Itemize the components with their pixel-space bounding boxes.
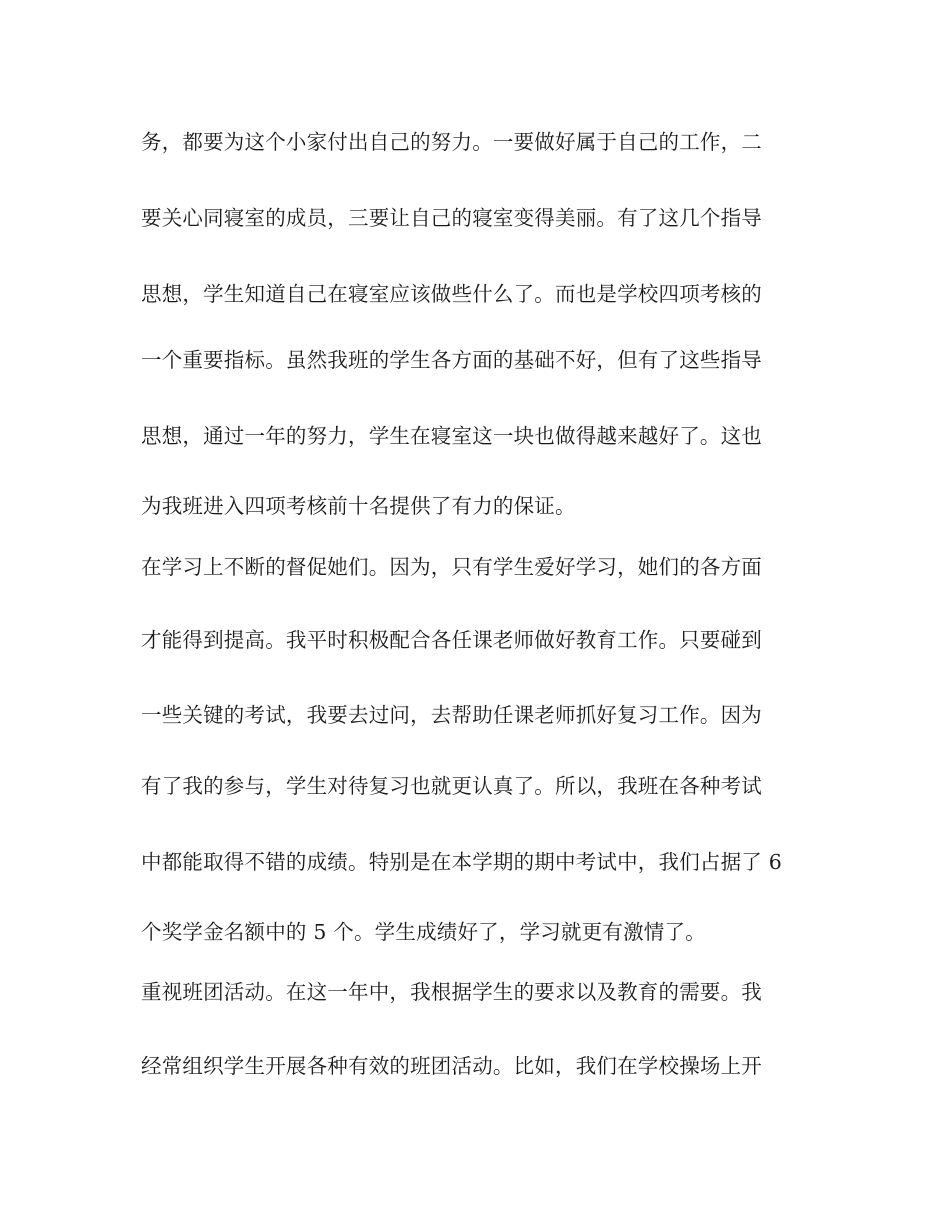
paragraph-1-line-2: 要关心同寝室的成员，三要让自己的寝室变得美丽。有了这几个指导 [141,206,762,230]
paragraph-3-line-2: 经常组织学生开展各种有效的班团活动。比如，我们在学校操场上开 [141,1054,762,1078]
paragraph-2-line-3: 一些关键的考试，我要去过问，去帮助任课老师抓好复习工作。因为 [141,703,762,727]
paragraph-1-line-1: 务，都要为这个小家付出自己的努力。一要做好属于自己的工作，二 [141,130,762,154]
paragraph-2-line-5: 中都能取得不错的成绩。特别是在本学期的期中考试中，我们占据了 6 [141,850,782,874]
paragraph-3-line-1: 重视班团活动。在这一年中，我根据学生的要求以及教育的需要。我 [141,980,762,1004]
paragraph-2-line-1: 在学习上不断的督促她们。因为，只有学生爱好学习，她们的各方面 [141,555,762,579]
paragraph-2-line-6: 个奖学金名额中的 5 个。学生成绩好了，学习就更有激情了。 [141,920,706,944]
paragraph-2-line-4: 有了我的参与，学生对待复习也就更认真了。所以，我班在各种考试 [141,774,762,798]
paragraph-2-line-2: 才能得到提高。我平时积极配合各任课老师做好教育工作。只要碰到 [141,628,762,652]
paragraph-1-line-3: 思想，学生知道自己在寝室应该做些什么了。而也是学校四项考核的 [141,282,762,306]
paragraph-1-line-4: 一个重要指标。虽然我班的学生各方面的基础不好，但有了这些指导 [141,348,762,372]
paragraph-1-line-5: 思想，通过一年的努力，学生在寝室这一块也做得越来越好了。这也 [141,424,762,448]
paragraph-1-line-6: 为我班进入四项考核前十名提供了有力的保证。 [141,494,576,518]
